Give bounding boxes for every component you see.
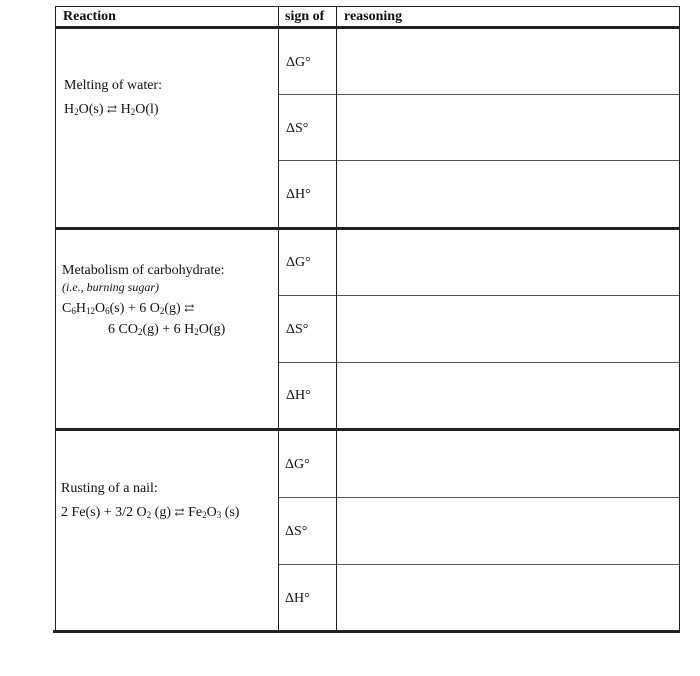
reasoning-answer-cell[interactable] [337,431,679,497]
reasoning-answer-cell[interactable] [337,498,679,564]
sign-answer-cell[interactable] [279,276,336,295]
table-left-border [55,6,56,632]
sign-answer-cell[interactable] [279,343,336,362]
sign-delta-h: ΔH° [286,388,311,403]
sign-answer-cell[interactable] [279,478,336,497]
reaction-title: Rusting of a nail: [61,481,158,496]
sign-answer-cell[interactable] [279,207,336,227]
reaction-title: Melting of water: [64,78,162,93]
sign-delta-s: ΔS° [286,121,309,136]
sign-answer-cell[interactable] [279,545,336,564]
header-reaction: Reaction [63,9,116,24]
equilibrium-arrows: ⇄ [107,102,118,116]
reaction-equation-line2: 6 $CO_2(g) + 6$ $H_2O(g)$ [108,322,226,337]
reaction-note: (i.e., burning sugar) [62,280,159,294]
equilibrium-arrows: ⇄ [174,505,185,519]
header-bottom-rule [55,26,679,29]
sign-delta-g: ΔG° [286,55,311,70]
sign-answer-cell[interactable] [279,75,336,94]
sign-answer-cell[interactable] [279,409,336,428]
table-top-border [55,6,679,7]
reasoning-answer-cell[interactable] [337,565,679,630]
sign-delta-g: ΔG° [285,457,310,472]
reasoning-answer-cell[interactable] [337,296,679,362]
table-bottom-border [53,630,680,633]
reaction-equation: $H_2O(s)$ ⇄ $H_2O(l)$ [64,102,159,117]
reaction-title: Metabolism of carbohydrate: [62,263,225,278]
reaction-equation-line1: $C_6H_{12}O_6(s) + 6$ $O_2(g)$ ⇄ [62,301,195,316]
equilibrium-arrows: ⇄ [184,301,195,315]
sign-delta-s: ΔS° [286,322,309,337]
sign-answer-cell[interactable] [279,611,336,630]
sign-delta-g: ΔG° [286,255,311,270]
sign-delta-h: ΔH° [285,591,310,606]
table-right-border [679,6,680,632]
reasoning-answer-cell[interactable] [337,95,679,160]
reasoning-answer-cell[interactable] [337,161,679,227]
sign-delta-s: ΔS° [285,524,308,539]
reasoning-answer-cell[interactable] [337,363,679,428]
sign-answer-cell[interactable] [279,141,336,160]
column-divider-sign [278,6,279,632]
reaction-equation: 2 Fe(s) + 3/2 $O_2$ (g) ⇄ $Fe_2O_3$ (s) [61,505,240,520]
reasoning-answer-cell[interactable] [337,230,679,295]
reasoning-answer-cell[interactable] [337,30,679,94]
header-reasoning: reasoning [344,9,403,24]
sign-delta-h: ΔH° [286,187,311,202]
header-sign-of: sign of [285,9,325,24]
